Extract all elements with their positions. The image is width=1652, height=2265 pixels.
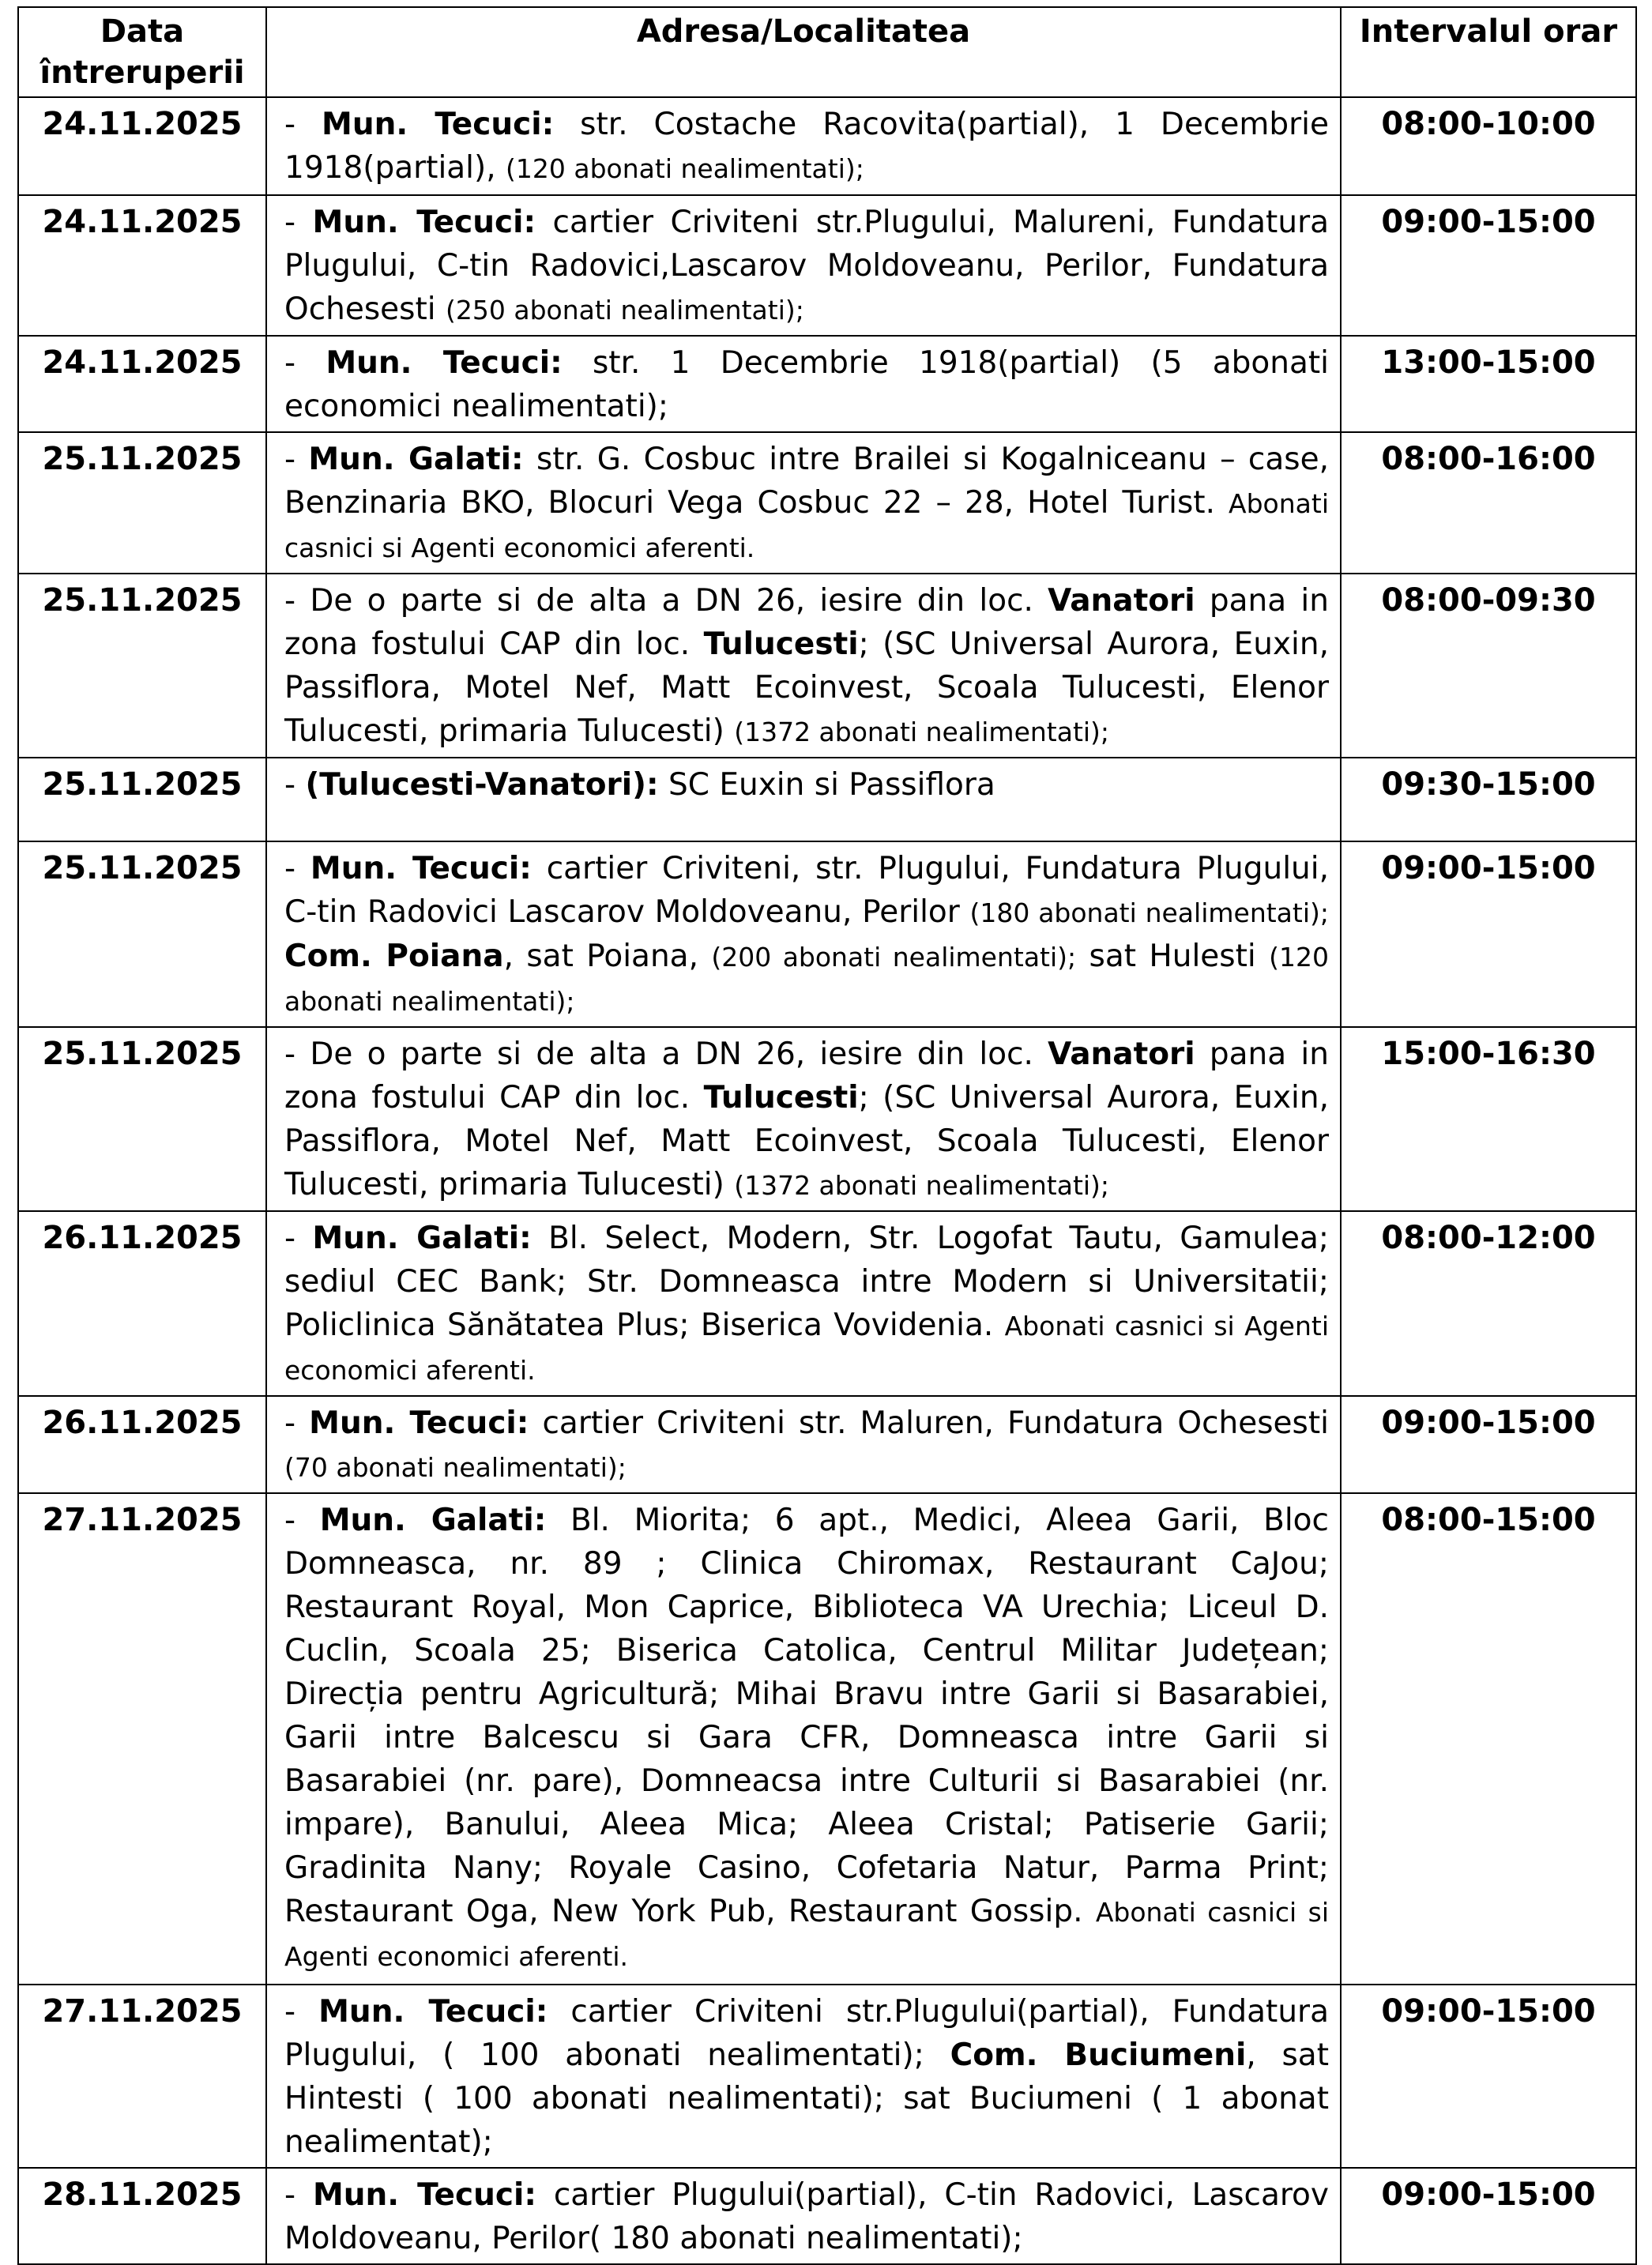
outage-address: - Mun. Tecuci: cartier Criviteni str.Plugului(partial), Fundatura Plugului, ( 100 abonati nealimentati); Com. Buciumeni, sat Hintesti ( 100 abonati nealimentati); sat Buciumeni ( 1 abonat nealimentat); — [266, 1985, 1341, 2168]
table-row — [18, 97, 1636, 195]
outage-date: 24.11.2025 — [18, 336, 266, 432]
outage-interval: 09:00-15:00 — [1341, 195, 1636, 336]
outage-date: 26.11.2025 — [18, 1211, 266, 1396]
outage-interval: 08:00-09:30 — [1341, 574, 1636, 758]
outage-address: - (Tulucesti-Vanatori): SC Euxin si Passiflora — [266, 758, 1341, 841]
outage-date: 28.11.2025 — [18, 2168, 266, 2264]
outage-address: - Mun. Tecuci: cartier Criviteni str.Plugului, Malureni, Fundatura Plugului, C-tin Radovici,Lascarov Moldoveanu, Perilor, Fundatura Ochesesti (250 abonati nealimentati); — [266, 195, 1341, 336]
table-row — [18, 1493, 1636, 1985]
outage-date: 25.11.2025 — [18, 758, 266, 841]
table-header-row — [18, 7, 1636, 97]
outage-interval: 09:00-15:00 — [1341, 1396, 1636, 1493]
table-row — [18, 1211, 1636, 1396]
outage-date: 24.11.2025 — [18, 195, 266, 336]
outage-address: - Mun. Galati: Bl. Miorita; 6 apt., Medici, Aleea Garii, Bloc Domneasca, nr. 89 ; Clinica Chiromax, Restaurant CaJou; Restaurant Royal, Mon Caprice, Biblioteca VA Urechia; Liceul D. Cuclin, Scoala 25; Biserica Catolica, Centrul Militar Județean; Direcția pentru Agricultură; Mihai Bravu intre Garii si Basarabiei, Garii intre Balcescu si Gara CFR, Domneasca intre Garii si Basarabiei (nr. pare), Domneacsa intre Culturii si Basarabiei (nr. impare), Banului, Aleea Mica; Aleea Cristal; Patiserie Garii; Gradinita Nany; Royale Casino, Cofetaria Natur, Parma Print; Restaurant Oga, New York Pub, Restaurant Gossip. Abonati casnici si Agenti economici aferenti. — [266, 1493, 1341, 1985]
outage-date: 25.11.2025 — [18, 841, 266, 1027]
outage-address: - De o parte si de alta a DN 26, iesire din loc. Vanatori pana in zona fostului CAP din loc. Tulucesti; (SC Universal Aurora, Euxin, Passiflora, Motel Nef, Matt Ecoinvest, Scoala Tulucesti, Elenor Tulucesti, primaria Tulucesti) (1372 abonati nealimentati); — [266, 574, 1341, 758]
outage-address: - Mun. Tecuci: cartier Criviteni, str. Plugului, Fundatura Plugului, C-tin Radovici Lascarov Moldoveanu, Perilor (180 abonati nealimentati); Com. Poiana, sat Poiana, (200 abonati nealimentati); sat Hulesti (120 abonati nealimentati); — [266, 841, 1341, 1027]
outage-date: 24.11.2025 — [18, 97, 266, 195]
outage-interval: 15:00-16:30 — [1341, 1027, 1636, 1211]
outage-address: - Mun. Galati: str. G. Cosbuc intre Brailei si Kogalniceanu – case, Benzinaria BKO, Blocuri Vega Cosbuc 22 – 28, Hotel Turist. Abonati casnici si Agenti economici aferenti. — [266, 432, 1341, 574]
outage-interval: 09:00-15:00 — [1341, 2168, 1636, 2264]
table-row — [18, 758, 1636, 841]
outage-interval: 09:00-15:00 — [1341, 1985, 1636, 2168]
table-row — [18, 1985, 1636, 2168]
table-row — [18, 2168, 1636, 2264]
table-row — [18, 1396, 1636, 1493]
outage-interval: 08:00-12:00 — [1341, 1211, 1636, 1396]
header-interval: Intervalul orar — [1341, 7, 1636, 97]
header-address: Adresa/Localitatea — [266, 7, 1341, 97]
table-row — [18, 574, 1636, 758]
outage-interval: 13:00-15:00 — [1341, 336, 1636, 432]
outage-interval: 09:00-15:00 — [1341, 841, 1636, 1027]
outage-interval: 08:00-15:00 — [1341, 1493, 1636, 1985]
outage-interval: 09:30-15:00 — [1341, 758, 1636, 841]
outage-date: 27.11.2025 — [18, 1493, 266, 1985]
outage-address: - Mun. Tecuci: str. 1 Decembrie 1918(partial) (5 abonati economici nealimentati); — [266, 336, 1341, 432]
outage-date: 27.11.2025 — [18, 1985, 266, 2168]
outage-interval: 08:00-10:00 — [1341, 97, 1636, 195]
outage-address: - Mun. Tecuci: cartier Criviteni str. Maluren, Fundatura Ochesesti (70 abonati nealimentati); — [266, 1396, 1341, 1493]
header-date — [18, 7, 266, 97]
outage-address: - Mun. Tecuci: str. Costache Racovita(partial), 1 Decembrie 1918(partial), (120 abonati nealimentati); — [266, 97, 1341, 195]
header-date-line1: Data — [100, 13, 185, 50]
outage-address: - Mun. Galati: Bl. Select, Modern, Str. Logofat Tautu, Gamulea; sediul CEC Bank; Str. Domneasca intre Modern si Universitatii; Policlinica Sănătatea Plus; Biserica Vovidenia. Abonati casnici si Agenti economici aferenti. — [266, 1211, 1341, 1396]
header-date-line2: întreruperii — [40, 55, 245, 91]
outage-date: 25.11.2025 — [18, 432, 266, 574]
outage-schedule-table — [17, 6, 1637, 2265]
outage-date: 25.11.2025 — [18, 1027, 266, 1211]
outage-address: - De o parte si de alta a DN 26, iesire din loc. Vanatori pana in zona fostului CAP din loc. Tulucesti; (SC Universal Aurora, Euxin, Passiflora, Motel Nef, Matt Ecoinvest, Scoala Tulucesti, Elenor Tulucesti, primaria Tulucesti) (1372 abonati nealimentati); — [266, 1027, 1341, 1211]
outage-date: 25.11.2025 — [18, 574, 266, 758]
outage-date: 26.11.2025 — [18, 1396, 266, 1493]
table-row — [18, 432, 1636, 574]
table-row — [18, 336, 1636, 432]
table-row — [18, 841, 1636, 1027]
table-row — [18, 1027, 1636, 1211]
outage-address: - Mun. Tecuci: cartier Plugului(partial), C-tin Radovici, Lascarov Moldoveanu, Perilor( 180 abonati nealimentati); — [266, 2168, 1341, 2264]
table-row — [18, 195, 1636, 336]
outage-interval: 08:00-16:00 — [1341, 432, 1636, 574]
